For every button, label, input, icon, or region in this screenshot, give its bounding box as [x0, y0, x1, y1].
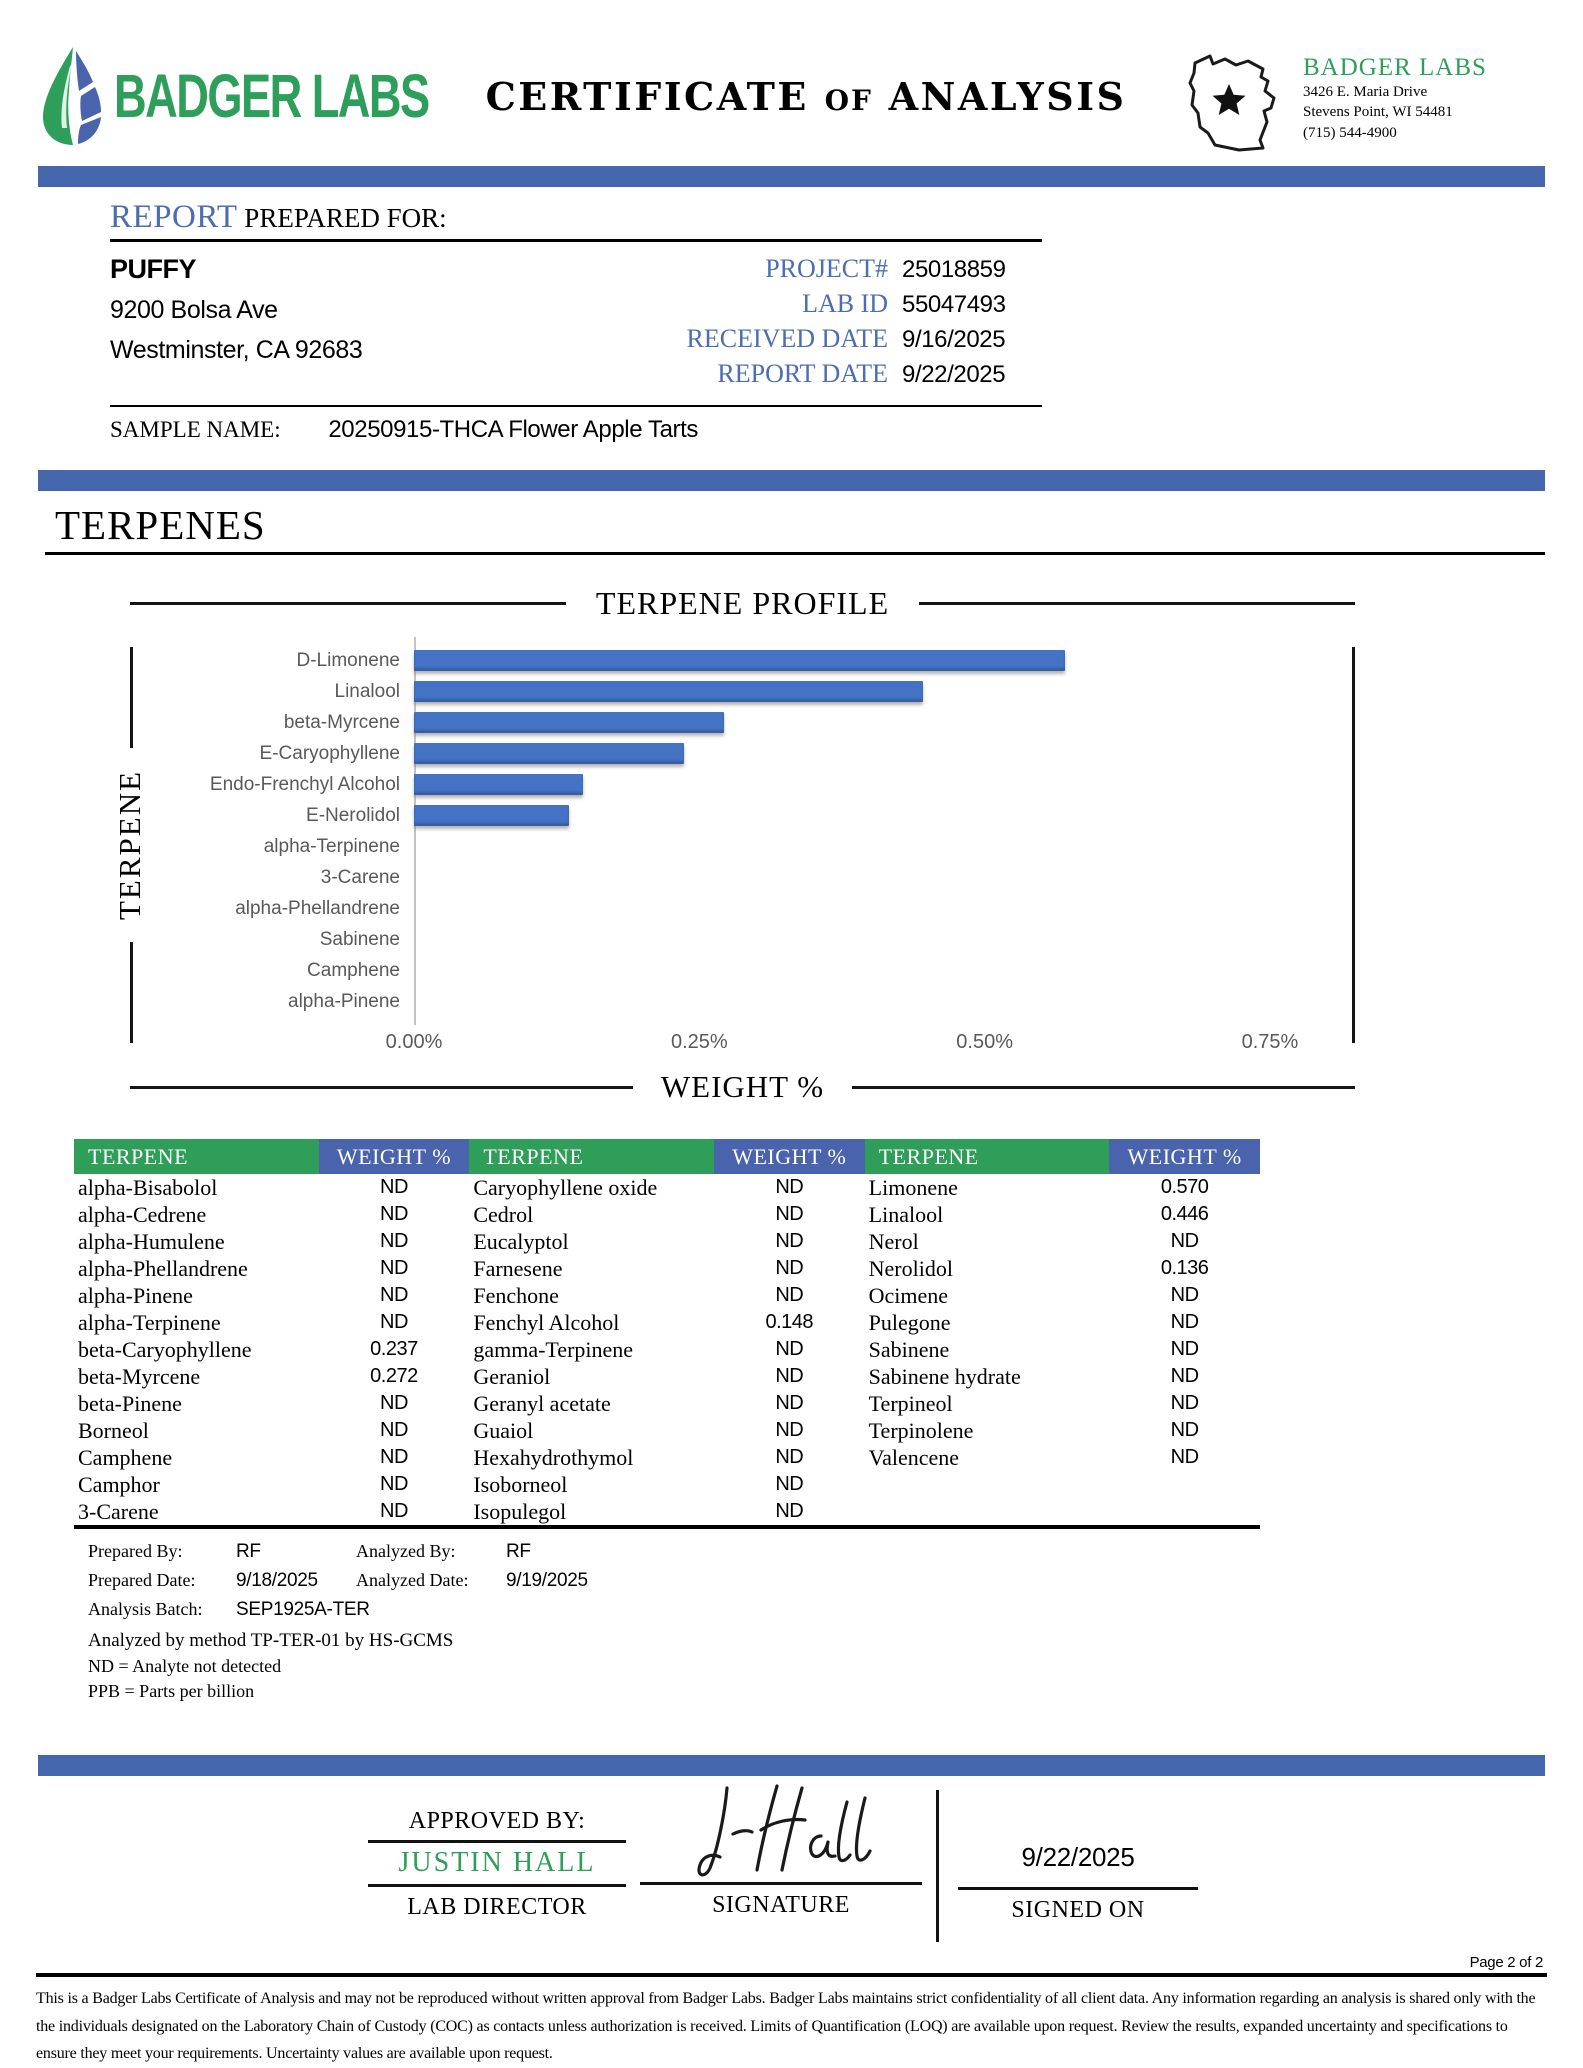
table-row [74, 1363, 1260, 1390]
terpene-weight-cell: ND [775, 1365, 804, 1387]
terpene-weight-cell: ND [380, 1500, 408, 1522]
chart-row [130, 831, 1327, 862]
chart-row [130, 645, 1327, 676]
preparation-notes [88, 1541, 1583, 1704]
lab-address-line1: 3426 E. Maria Drive [1303, 84, 1428, 100]
signature-label: SIGNATURE [712, 1892, 850, 1918]
weight-column-header: WEIGHT % [319, 1139, 470, 1174]
chart-title: TERPENE PROFILE [595, 584, 890, 621]
client-address1: 9200 Bolsa Ave [110, 296, 278, 324]
chart-y-axis-label: TERPENE [112, 748, 148, 942]
table-row [74, 1228, 1260, 1255]
lab-phone: (715) 544-4900 [1303, 124, 1397, 141]
terpene-name-cell: Camphene [78, 1444, 173, 1470]
terpene-name-cell: alpha-Phellandrene [78, 1255, 248, 1281]
signed-date: 9/22/2025 [1021, 1842, 1135, 1872]
terpene-name-cell: Geranyl acetate [473, 1390, 611, 1416]
terpene-weight-cell: 0.446 [1160, 1203, 1209, 1225]
chart-row [130, 986, 1327, 1017]
chart-x-axis-label: WEIGHT % [660, 1069, 825, 1104]
signed-on-block [958, 1776, 1198, 1924]
prepared-by-label: Prepared By: [88, 1541, 183, 1561]
chart-row [130, 955, 1327, 986]
terpene-weight-cell: ND [380, 1446, 408, 1468]
terpene-weight-cell: ND [1170, 1392, 1199, 1414]
terpene-weight-cell: ND [775, 1203, 804, 1225]
chart-category-label: Linalool [334, 680, 400, 702]
terpene-name-cell: alpha-Terpinene [78, 1309, 221, 1335]
report-date-label: REPORT DATE [717, 359, 888, 388]
approved-by-label: APPROVED BY: [368, 1808, 626, 1843]
footer-divider-bar [38, 1755, 1545, 1776]
analyzed-date-label: Analyzed Date: [356, 1570, 469, 1590]
terpene-name-cell: Eucalyptol [473, 1228, 569, 1254]
terpene-weight-cell: ND [1170, 1311, 1199, 1333]
table-row [74, 1471, 1260, 1498]
chart-border-right [1352, 647, 1355, 1043]
terpene-name-cell: alpha-Pinene [78, 1282, 193, 1308]
terpene-name-cell: Borneol [78, 1417, 149, 1443]
chart-row [130, 893, 1327, 924]
terpene-name-cell: Nerolidol [868, 1255, 953, 1281]
received-date-label: RECEIVED DATE [686, 324, 888, 353]
terpene-name-cell: Isoborneol [473, 1471, 568, 1497]
terpene-name-cell: Caryophyllene oxide [473, 1174, 658, 1200]
chart-bar-area [414, 707, 1327, 738]
terpene-name-cell: Sabinene hydrate [868, 1363, 1021, 1389]
analyzed-by-label: Analyzed By: [356, 1541, 456, 1561]
terpene-weight-cell: ND [775, 1257, 804, 1279]
chart-border-segment [130, 1086, 633, 1089]
leaf-logo-icon [40, 46, 104, 146]
chart-bar-area [414, 893, 1327, 924]
prepared-by-value: RF [236, 1541, 261, 1562]
chart-tick-label: 0.25% [670, 1031, 728, 1053]
project-number-label: PROJECT# [765, 254, 888, 283]
header-divider-bar [38, 166, 1545, 187]
chart-category-label: Endo-Frenchyl Alcohol [209, 773, 400, 795]
document-title [435, 46, 1177, 119]
table-row [74, 1174, 1260, 1201]
terpene-weight-cell: ND [380, 1419, 408, 1441]
weight-column-header: WEIGHT % [714, 1139, 865, 1174]
terpene-weight-cell: ND [775, 1338, 804, 1360]
terpene-name-cell: Terpinolene [868, 1417, 974, 1443]
chart-plot-area [130, 625, 1327, 1065]
method-note: Analyzed by method TP-TER-01 by HS-GCMS [88, 1630, 454, 1651]
table-row [74, 1444, 1260, 1471]
analyzed-by-value: RF [506, 1541, 531, 1562]
report-word: REPORT [110, 199, 238, 235]
chart-bar-area [414, 986, 1327, 1017]
weight-column-header: WEIGHT % [1109, 1139, 1260, 1174]
sample-name-row [110, 407, 1042, 456]
terpene-name-cell: Fenchyl Alcohol [473, 1309, 620, 1335]
terpene-weight-cell [1109, 1471, 1260, 1498]
chart-row [130, 924, 1327, 955]
badger-labs-logo [40, 46, 435, 146]
chart-bar [414, 743, 684, 764]
terpene-weight-cell: ND [380, 1203, 408, 1225]
signature-handwriting [671, 1776, 891, 1880]
chart-x-axis-ticks [385, 1017, 1327, 1065]
chart-category-label: alpha-Pinene [288, 990, 400, 1012]
approved-by-block [368, 1808, 626, 1921]
chart-category-label: alpha-Terpinene [263, 835, 400, 857]
terpene-weight-cell: 0.237 [370, 1338, 418, 1360]
table-row [74, 1255, 1260, 1282]
chart-tick-label: 0.00% [385, 1031, 443, 1053]
chart-category-label: 3-Carene [320, 866, 400, 888]
chart-tick-label: 0.75% [1241, 1031, 1299, 1053]
title-word: CERTIFICATE [485, 74, 809, 119]
chart-row [130, 769, 1327, 800]
lab-address-block [1177, 46, 1549, 162]
terpene-weight-cell: ND [775, 1473, 804, 1495]
terpene-weight-cell: ND [380, 1230, 408, 1252]
terpene-name-cell: Geraniol [473, 1363, 551, 1389]
terpene-column-header: TERPENE [865, 1139, 1110, 1174]
chart-bar-area [414, 800, 1327, 831]
title-word: ANALYSIS [888, 74, 1127, 119]
terpene-name-cell: Limonene [868, 1174, 958, 1200]
terpene-name-cell: Sabinene [868, 1336, 950, 1362]
analysis-batch-label: Analysis Batch: [88, 1599, 203, 1619]
table-row [74, 1282, 1260, 1309]
chart-border-segment [130, 602, 566, 605]
terpene-name-cell: Isopulegol [473, 1498, 567, 1524]
chart-tick-label: 0.50% [956, 1031, 1013, 1053]
terpene-name-cell: alpha-Bisabolol [78, 1174, 218, 1200]
chart-bar [414, 774, 583, 795]
chart-border-segment [852, 1086, 1355, 1089]
signature-block [640, 1776, 922, 1919]
chart-bar-area [414, 924, 1327, 955]
terpene-name-cell: Valencene [868, 1444, 960, 1470]
section-title-rule [45, 552, 1545, 555]
terpene-name-cell: Camphor [78, 1471, 160, 1497]
terpene-name-cell: beta-Myrcene [78, 1363, 201, 1389]
analysis-batch-value: SEP1925A-TER [236, 1599, 370, 1620]
client-info [110, 254, 362, 389]
table-row [74, 1309, 1260, 1336]
report-meta [687, 254, 1042, 389]
prepared-for-label: PREPARED FOR: [244, 203, 447, 233]
chart-row [130, 676, 1327, 707]
terpene-weight-cell: ND [775, 1230, 804, 1252]
project-number-value: 25018859 [902, 256, 1006, 283]
chart-title-row [130, 581, 1355, 625]
client-address2: Westminster, CA 92683 [110, 336, 363, 364]
terpene-name-cell: beta-Pinene [78, 1390, 182, 1416]
approver-name: JUSTIN HALL [368, 1843, 626, 1887]
report-date-value: 9/22/2025 [902, 361, 1006, 388]
table-row [74, 1201, 1260, 1228]
terpene-name-cell: Guaiol [473, 1417, 534, 1443]
chart-bar [414, 650, 1065, 671]
terpene-name-cell: Nerol [868, 1228, 919, 1254]
terpene-name-cell: alpha-Humulene [78, 1228, 225, 1254]
lab-id-value: 55047493 [902, 291, 1006, 318]
terpene-weight-cell: ND [1170, 1338, 1199, 1360]
chart-category-label: E-Nerolidol [306, 804, 400, 826]
terpene-name-cell: Hexahydrothymol [473, 1444, 634, 1470]
section-title: TERPENES [55, 502, 266, 548]
prepared-date-label: Prepared Date: [88, 1570, 196, 1590]
chart-row [130, 707, 1327, 738]
terpene-weight-cell [1109, 1498, 1260, 1527]
chart-bar-area [414, 645, 1327, 676]
terpene-name-cell: Ocimene [868, 1282, 949, 1308]
brand-name: BADGER LABS [114, 61, 429, 131]
terpene-weight-cell: ND [380, 1392, 408, 1414]
terpene-column-header: TERPENE [469, 1139, 714, 1174]
terpene-weight-cell: ND [1170, 1365, 1199, 1387]
table-row [74, 1498, 1260, 1527]
lab-id-label: LAB ID [802, 289, 888, 318]
chart-bar-area [414, 769, 1327, 800]
terpene-name-cell: Fenchone [473, 1282, 559, 1308]
approver-title: LAB DIRECTOR [407, 1894, 587, 1920]
signature-divider-line [936, 1790, 939, 1942]
lab-name: BADGER LABS [1303, 54, 1487, 81]
chart-bar [414, 681, 923, 702]
terpene-weight-cell: ND [775, 1500, 804, 1522]
chart-row [130, 738, 1327, 769]
chart-bar [414, 712, 724, 733]
terpene-name-cell: Linalool [868, 1201, 944, 1227]
disclaimer-text: This is a Badger Labs Certificate of Analysis and may not be reproduced without written approval from Badger Labs. Badger Labs maintains strict confidentiality of all client data. Any information regarding an analysis is shared only with the the individuals designated on the Laboratory Chain of Custody (COC) as contacts unless authorization is received. Limits of Quantification (LOQ) are available upon request. Review the results, expanded uncertainty and specifications to ensure they meet your requirements. Uncertainty values are available upon request. [36, 1973, 1547, 2068]
chart-category-label: Sabinene [319, 928, 400, 950]
terpene-weight-cell: ND [380, 1257, 408, 1279]
chart-bar-area [414, 831, 1327, 862]
chart-category-label: D-Limonene [296, 649, 400, 671]
terpene-weight-cell: ND [380, 1176, 408, 1198]
terpene-weight-cell: ND [775, 1392, 804, 1414]
terpene-weight-cell: ND [1170, 1284, 1199, 1306]
terpene-weight-cell: ND [1170, 1419, 1199, 1441]
chart-border-segment [919, 602, 1355, 605]
terpene-weight-cell: ND [380, 1284, 408, 1306]
chart-category-label: Camphene [307, 959, 400, 981]
terpene-weight-cell: 0.136 [1160, 1257, 1209, 1279]
terpene-name-cell [865, 1471, 1110, 1498]
nd-note: ND = Analyte not detected [88, 1655, 282, 1676]
terpene-weight-cell: ND [380, 1311, 408, 1333]
terpene-weight-cell: ND [1170, 1446, 1199, 1468]
table-row [74, 1390, 1260, 1417]
report-block [110, 199, 1042, 456]
chart-category-label: alpha-Phellandrene [235, 897, 400, 919]
terpene-weight-cell: ND [775, 1419, 804, 1441]
page-number: Page 2 of 2 [1469, 1954, 1543, 1971]
terpene-name-cell: Pulegone [868, 1309, 951, 1335]
terpene-name-cell: Cedrol [473, 1201, 534, 1227]
signed-on-label: SIGNED ON [1011, 1897, 1145, 1923]
terpene-weight-cell: 0.272 [370, 1365, 418, 1387]
sample-name-value: 20250915-THCA Flower Apple Tarts [328, 416, 698, 443]
chart-body [112, 625, 1355, 1065]
table-row [74, 1336, 1260, 1363]
terpene-profile-chart [112, 581, 1355, 1109]
client-name: PUFFY [110, 254, 197, 284]
analyzed-date-value: 9/19/2025 [506, 1570, 588, 1591]
wisconsin-map-icon [1177, 46, 1299, 162]
terpene-results-table [74, 1139, 1260, 1529]
table-row [74, 1417, 1260, 1444]
header [0, 0, 1583, 166]
received-date-value: 9/16/2025 [902, 326, 1006, 353]
terpene-name-cell: Terpineol [868, 1390, 953, 1416]
terpene-weight-cell: ND [775, 1446, 804, 1468]
sample-name-label: SAMPLE NAME: [110, 417, 281, 442]
chart-row [130, 800, 1327, 831]
terpene-name-cell [865, 1498, 1110, 1527]
signature-area [0, 1776, 1583, 1954]
terpene-name-cell: Farnesene [473, 1255, 563, 1281]
chart-bar-area [414, 862, 1327, 893]
terpene-name-cell: beta-Caryophyllene [78, 1336, 252, 1362]
terpene-name-cell: gamma-Terpinene [473, 1336, 634, 1362]
chart-bar-area [414, 738, 1327, 769]
title-word-of: OF [824, 84, 873, 117]
lab-address-line2: Stevens Point, WI 54481 [1303, 104, 1453, 121]
page-footer-region [0, 1755, 1583, 2068]
chart-category-label: E-Caryophyllene [259, 742, 400, 764]
terpene-name-cell: alpha-Cedrene [78, 1201, 207, 1227]
chart-row [130, 862, 1327, 893]
terpene-weight-cell: ND [1170, 1230, 1199, 1252]
chart-bottom-row [130, 1065, 1355, 1109]
chart-bars [130, 645, 1327, 1017]
terpene-weight-cell: ND [775, 1284, 804, 1306]
report-heading [110, 199, 1042, 236]
terpene-weight-cell: 0.570 [1160, 1176, 1209, 1198]
chart-category-label: beta-Myrcene [283, 711, 400, 733]
terpene-weight-cell: ND [380, 1473, 408, 1495]
chart-bar-area [414, 955, 1327, 986]
terpene-column-header: TERPENE [74, 1139, 319, 1174]
chart-bar [414, 805, 569, 826]
table-header-row [74, 1139, 1260, 1174]
lab-address [1303, 46, 1487, 143]
section-divider-bar [38, 470, 1545, 491]
terpene-weight-cell: ND [775, 1176, 804, 1198]
ppb-note: PPB = Parts per billion [88, 1680, 255, 1701]
chart-bar-area [414, 676, 1327, 707]
terpene-name-cell: 3-Carene [78, 1498, 159, 1524]
terpene-weight-cell: 0.148 [765, 1311, 814, 1333]
prepared-date-value: 9/18/2025 [236, 1570, 318, 1591]
